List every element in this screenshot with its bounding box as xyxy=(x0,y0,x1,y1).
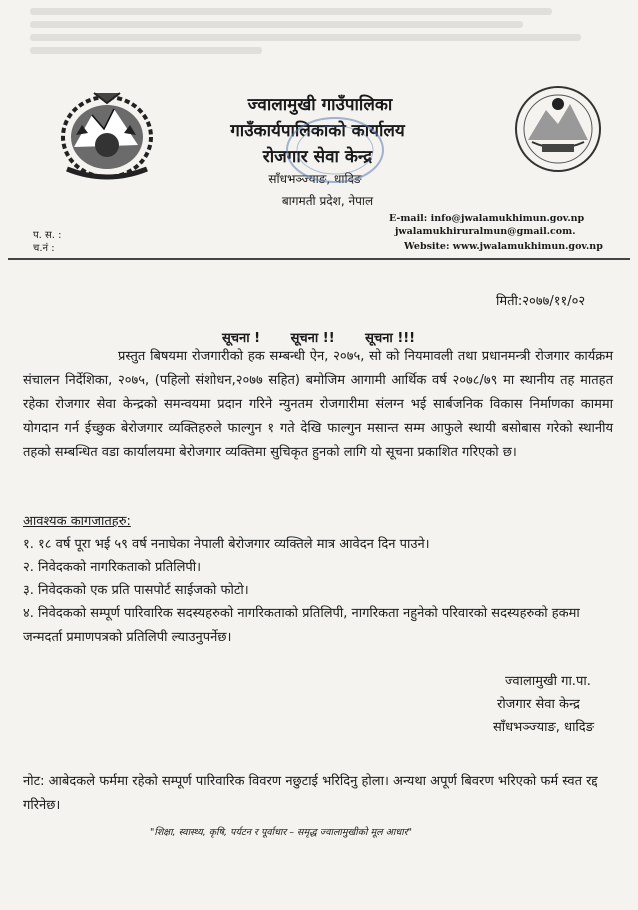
header-office-name: गाउँकार्यपालिकाको कार्यालय xyxy=(230,121,405,141)
footer-motto: "शिक्षा, स्वास्थ्य, कृषि, पर्यटन र पूर्वाधार – समृद्ध ज्वालामुखीको मूल आधार" xyxy=(150,827,412,838)
notice-title-1: सूचना ! xyxy=(222,331,261,346)
header-municipality-name: ज्वालामुखी गाउँपालिका xyxy=(247,95,393,115)
header-divider xyxy=(8,258,630,260)
signature-municipality: ज्वालामुखी गा.पा. xyxy=(505,674,591,689)
office-stamp xyxy=(283,115,388,185)
nepal-emblem-logo xyxy=(52,85,162,185)
reference-number: प. स. : xyxy=(33,230,62,241)
notice-title xyxy=(222,328,441,346)
requirement-item: २. निवेदकको नागरिकताको प्रतिलिपी। xyxy=(23,560,202,575)
note-text: नोट: आबेदकले फर्ममा रहेको सम्पूर्ण पारिवारिक विवरण नछुटाई भरिदिनु होला। अन्यथा अपूर्ण बिवरण भरिएको फर्म स्वत रद्द गरिनेछ। xyxy=(23,774,598,813)
contact-email-secondary: jwalamukhiruralmun@gmail.com. xyxy=(395,226,576,237)
notice-body-paragraph xyxy=(23,345,613,465)
dispatch-number: च.नं : xyxy=(33,243,55,254)
requirements-heading: आवश्यक कागजातहरु: xyxy=(23,514,131,529)
header-center-name: रोजगार सेवा केन्द्र xyxy=(262,147,373,167)
bleed-through-text xyxy=(30,2,610,72)
header-location: साँधभञ्ज्याङ, धादिङ xyxy=(268,172,362,186)
signature-location: साँधभञ्ज्याङ, धादिङ xyxy=(493,720,594,735)
notice-date: मिती:२०७७/११/०२ xyxy=(496,294,586,309)
notice-title-3: सूचना !!! xyxy=(365,331,416,346)
requirement-item: ४. निवेदकको सम्पूर्ण पारिवारिक सदस्यहरुको नागरिकताको प्रतिलिपी, नागरिकता नहुनेको परिवारको सदस्यहरुको हकमा जन्मदर्ता प्रमाणपत्रको प्रतिलिपी ल्याउनुपर्नेछ। xyxy=(23,606,580,645)
header-province: बागमती प्रदेश, नेपाल xyxy=(281,194,374,208)
requirement-item: ३. निवेदकको एक प्रति पासपोर्ट साईजको फोटो। xyxy=(23,583,249,598)
contact-website: Website: www.jwalamukhimun.gov.np xyxy=(404,241,603,252)
notice-title-2: सूचना !! xyxy=(290,331,335,346)
signature-center: रोजगार सेवा केन्द्र xyxy=(497,697,580,712)
municipality-logo xyxy=(512,82,604,177)
requirement-item: १. १८ वर्ष पूरा भई ५९ वर्ष ननाघेका नेपाली बेरोजगार व्यक्तिले मात्र आवेदन दिन पाउने। xyxy=(23,537,430,552)
contact-email-primary: E-mail: info@jwalamukhimun.gov.np xyxy=(389,213,585,224)
notice-body-text: प्रस्तुत बिषयमा रोजगारीको हक सम्बन्धी ऐन, २०७५, सो को नियमावली तथा प्रधानमन्त्री रोजगार कार्यक्रम संचालन निर्देशिका, २०७५, (पहिलो संशोधन,२०७७ सहित) बमोजिम आगामी आर्थिक वर्ष २०७८/७९ मा स्थानीय तह मातहत रहेका रोजगार सेवा केन्द्रको समन्वयमा प्रदान गरिने न्युनतम रोजगारीमा संलग्न भई सार्बजनिक विकास निर्माणका काममा योगदान गर्न ईच्छुक बेरोजगार व्यक्तिहरुले फाल्गुन १ गते देखि फाल्गुन मसान्त सम्म आफुले स्थायी बसोबास गरेको स्थानीय तहको सम्बन्धित वडा कार्यालयमा बेरोजगार व्यक्तिमा सुचिकृत हुनको लागि यो सूचना प्रकाशित गरिएको छ। xyxy=(23,349,613,460)
